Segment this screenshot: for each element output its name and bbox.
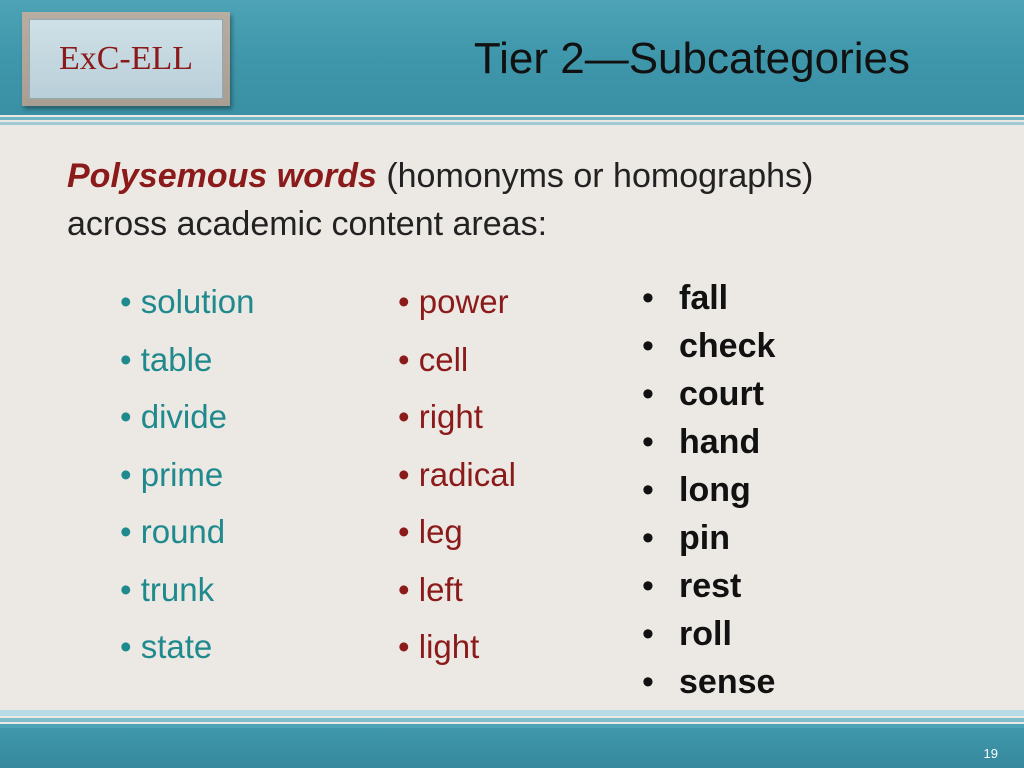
list-item: • fall bbox=[642, 279, 729, 317]
page-number: 19 bbox=[983, 746, 998, 761]
list-item: • pin bbox=[642, 519, 730, 557]
list-item: • power bbox=[398, 283, 509, 320]
math-word-list bbox=[120, 280, 254, 683]
science-word-list bbox=[398, 280, 516, 683]
list-item: • cell bbox=[398, 340, 469, 378]
header-divider bbox=[0, 112, 1024, 130]
intro-line2: across academic content areas: bbox=[67, 205, 548, 243]
list-item: • solution bbox=[120, 283, 255, 320]
list-item: • prime bbox=[120, 455, 224, 493]
logo-panel bbox=[29, 19, 223, 99]
list-item: • round bbox=[120, 513, 226, 550]
logo-text: ExC-ELL bbox=[58, 40, 194, 77]
list-item: • state bbox=[120, 628, 213, 665]
logo bbox=[22, 12, 230, 106]
list-item: • hand bbox=[642, 423, 761, 461]
list-item: • table bbox=[120, 340, 213, 378]
general-word-list bbox=[642, 276, 775, 708]
intro-rest: (homonyms or homographs) bbox=[376, 157, 814, 195]
list-item: • leg bbox=[398, 513, 463, 550]
footer-bar bbox=[0, 728, 1024, 768]
list-item: • check bbox=[642, 327, 776, 365]
list-item: • trunk bbox=[120, 570, 215, 608]
list-item: • radical bbox=[398, 455, 516, 493]
list-item: • right bbox=[398, 398, 483, 435]
footer-divider bbox=[0, 708, 1024, 728]
list-item: • divide bbox=[120, 398, 227, 435]
list-item: • rest bbox=[642, 567, 742, 605]
list-item: • roll bbox=[642, 615, 732, 653]
list-item: • sense bbox=[642, 663, 776, 701]
list-item: • light bbox=[398, 628, 480, 665]
list-item: • court bbox=[642, 375, 764, 413]
intro-text bbox=[67, 152, 967, 248]
slide-title: Tier 2—Subcategories bbox=[473, 34, 910, 83]
list-item: • long bbox=[642, 471, 751, 509]
list-item: • left bbox=[398, 570, 463, 608]
intro-emphasis: Polysemous words bbox=[67, 157, 377, 195]
